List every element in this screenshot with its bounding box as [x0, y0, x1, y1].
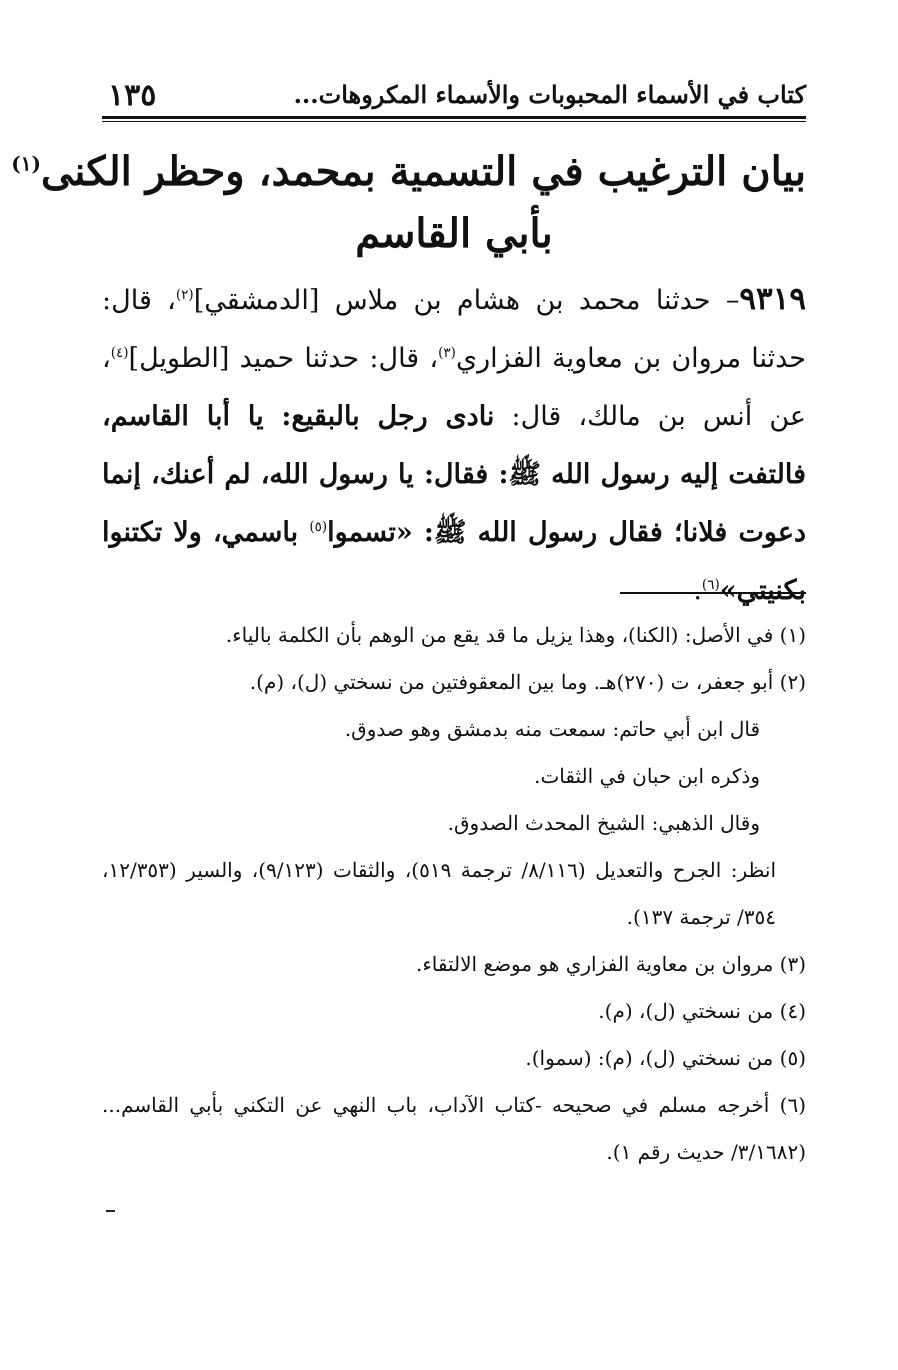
footnote-ref-4: (٤)	[110, 345, 129, 361]
stray-mark	[106, 1210, 115, 1212]
hadith-text-3: ، قال: حدثنا حميد [الطويل]	[128, 343, 439, 374]
footnote-3: (٣) مروان بن معاوية الفزاري هو موضع الالتقاء.	[416, 952, 806, 976]
hadith-text-1: – حدثنا محمد بن هشام بن ملاس [الدمشقي]	[193, 285, 740, 316]
hadith-matn-2: باسمي، ولا تكتنوا بكنيتي»	[102, 517, 806, 606]
hadith-end: .	[693, 575, 702, 606]
footnote-1: (١) في الأصل: (الكنا)، وهذا يزيل ما قد يقع من الوهم بأن الكلمة بالياء.	[225, 623, 806, 647]
footnote-ref-3: (٣)	[438, 345, 456, 361]
footnote-4: (٤) من نسختي (ل)، (م).	[598, 999, 806, 1023]
footnote-ref-1: (١)	[11, 151, 41, 176]
header-title: كتاب في الأسماء المحبوبات والأسماء المكروهات...	[293, 80, 806, 109]
footnote-2: (٢) أبو جعفر، ت (٢٧٠)هـ. وما بين المعقوفتين من نسختي (ل)، (م).	[249, 670, 806, 694]
footnote-5: (٥) من نسختي (ل)، (م): (سموا).	[525, 1046, 806, 1070]
hadith-paragraph	[102, 270, 806, 620]
section-title-text: بيان الترغيب في التسمية بمحمد، وحظر الكنى	[40, 148, 806, 195]
footnote-2-line: قال ابن أبي حاتم: سمعت منه بدمشق وهو صدوق.	[344, 717, 760, 741]
footnote-6: (٦) أخرجه مسلم في صحيحه -كتاب الآداب، باب النهي عن التكني بأبي القاسم... (٣/١٦٨٢/ حديث رقم ١).	[102, 1093, 806, 1164]
section-title-line-2: بأبي القاسم	[355, 210, 553, 257]
footnote-ref-5: (٥)	[309, 519, 328, 535]
hadith-text-4: ، عن أنس بن مالك، قال:	[102, 343, 806, 432]
section-title-line-1	[11, 148, 806, 195]
footnote-2-line: وقال الذهبي: الشيخ المحدث الصدوق.	[447, 811, 760, 835]
hadith-number: ٩٣١٩	[739, 281, 806, 317]
running-header	[102, 76, 806, 119]
footnote-ref-2: (٢)	[175, 287, 194, 303]
footnotes	[102, 612, 806, 1176]
footnote-2-references: انظر: الجرح والتعديل (٨/١١٦/ ترجمة ٥١٩)، والثقات (٩/١٢٣)، والسير (١٢/٣٥٣، ٣٥٤/ ترجمة ١٣٧).	[102, 858, 777, 929]
page-number: ١٣٥	[108, 78, 157, 113]
footnote-separator	[620, 592, 806, 594]
footnote-2-line: وذكره ابن حبان في الثقات.	[534, 764, 760, 788]
hadith-text-2: ، قال: حدثنا مروان بن معاوية الفزاري	[102, 285, 806, 374]
hadith-matn-1: نادى رجل بالبقيع: يا أبا القاسم، فالتفت إليه رسول الله ﷺ: فقال: يا رسول الله، لم أعنك، إنما دعوت فلانا؛ فقال رسول الله ﷺ: «تسموا	[102, 401, 806, 548]
footnote-ref-6: (٦)	[701, 577, 720, 593]
header-divider	[102, 121, 806, 122]
